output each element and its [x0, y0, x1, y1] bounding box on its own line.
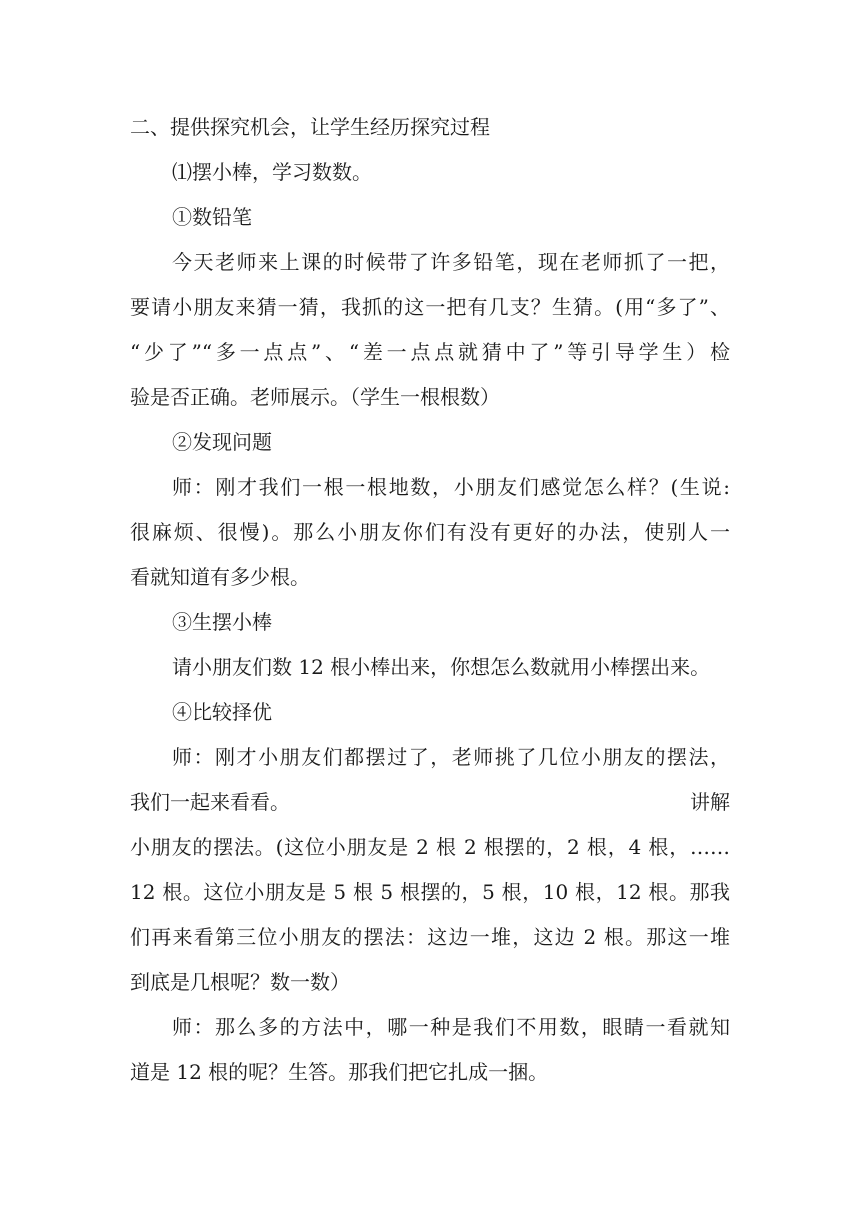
paragraph-line: 看就知道有多少根。	[130, 565, 310, 589]
paragraph-line: 师：刚才我们一根一根地数，小朋友们感觉怎么样？(生说:	[172, 475, 730, 499]
item-heading-compare: ④比较择优	[172, 700, 272, 724]
paragraph-line: 请小朋友们数 12 根小棒出来，你想怎么数就用小棒摆出来。	[172, 655, 711, 679]
paragraph-line: 12 根。这位小朋友是 5 根 5 根摆的，5 根，10 根，12 根。那我	[130, 880, 730, 904]
item-heading-find-problem: ②发现问题	[172, 430, 272, 454]
paragraph-line: 师：刚才小朋友们都摆过了，老师挑了几位小朋友的摆法，	[172, 745, 730, 769]
paragraph-line: “少了”“多一点点”、“差一点点就猜中了”等引导学生）检	[130, 340, 730, 364]
paragraph-fragment: 我们一起来看看。	[130, 790, 290, 814]
section-title: 二、提供探究机会，让学生经历探究过程	[130, 115, 490, 139]
paragraph-line: 验是否正确。老师展示。（学生一根根数）	[130, 385, 500, 409]
paragraph-line: 到底是几根呢？数一数）	[130, 970, 350, 994]
paragraph-line-split	[130, 788, 730, 816]
item-heading-arrange-sticks: ③生摆小棒	[172, 610, 272, 634]
paragraph-fragment: 讲解	[690, 790, 730, 814]
paragraph-line: 小朋友的摆法。(这位小朋友是 2 根 2 根摆的，2 根，4 根，……	[130, 835, 730, 859]
paragraph-line: 今天老师来上课的时候带了许多铅笔，现在老师抓了一把，	[172, 250, 730, 274]
paragraph-line: 们再来看第三位小朋友的摆法：这边一堆，这边 2 根。那这一堆	[130, 925, 730, 949]
paragraph-line: 道是 12 根的呢？生答。那我们把它扎成一捆。	[130, 1060, 549, 1084]
paragraph-line: 很麻烦、很慢)。那么小朋友你们有没有更好的办法，使别人一	[130, 520, 730, 544]
paragraph-line: 要请小朋友来猜一猜，我抓的这一把有几支？生猜。(用“多了”、	[130, 295, 730, 319]
paragraph-line: 师：那么多的方法中，哪一种是我们不用数，眼睛一看就知	[172, 1015, 730, 1039]
subsection-heading: ⑴摆小棒，学习数数。	[172, 160, 372, 184]
item-heading-count-pencils: ①数铅笔	[172, 205, 252, 229]
